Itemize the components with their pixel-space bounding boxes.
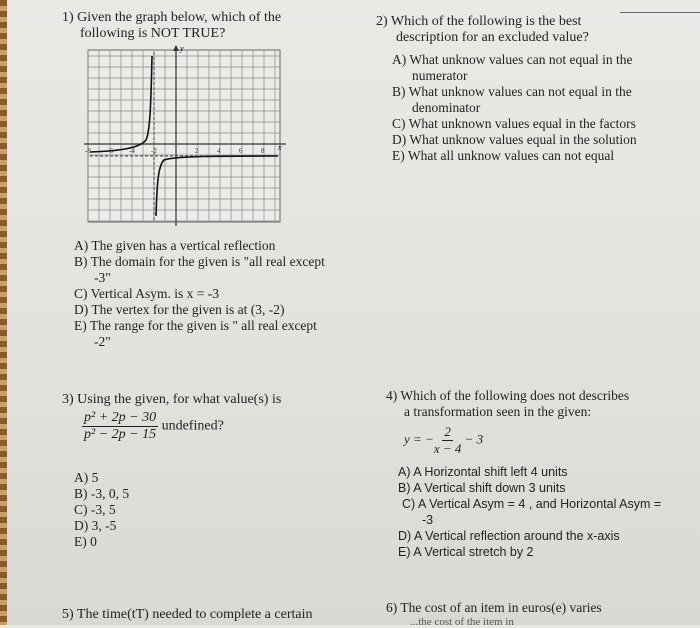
q4-eq-den: x − 4 (433, 441, 462, 456)
binder-edge (0, 0, 7, 625)
q3-fraction (82, 410, 158, 443)
q6-cut-line: ...the cost of the item in (410, 616, 514, 628)
q1-text-line2: following is NOT TRUE? (80, 26, 226, 41)
question-4 (386, 388, 686, 457)
q1-option-c[interactable]: C) Vertical Asym. is x = -3 (74, 286, 219, 301)
q3-option-e[interactable]: E) 0 (74, 534, 97, 549)
q2-text-line2: description for an excluded value? (396, 30, 589, 45)
q3-numerator: p² + 2p − 30 (84, 410, 157, 425)
y-axis-label: y (180, 44, 184, 53)
q1-number: 1) (62, 10, 74, 25)
q3-options (74, 470, 274, 550)
tick-label: 4 (217, 147, 221, 155)
q1-option-d[interactable]: D) The vertex for the given is at (3, -2) (74, 302, 285, 317)
tick-label: -2 (151, 147, 157, 155)
q2-option-a[interactable]: A) What unknow values can not equal in the numerator (392, 52, 633, 83)
x-axis-label: x (278, 143, 282, 152)
q4-text-line2: a transformation seen in the given: (404, 404, 592, 419)
tick-label: 8 (261, 147, 265, 155)
q4-number: 4) (386, 388, 398, 403)
q1-graph (80, 44, 290, 230)
q4-option-e[interactable]: E) A Vertical stretch by 2 (398, 545, 534, 559)
q4-eq-num: 2 (444, 424, 451, 439)
q2-option-e[interactable]: E) What all unknow values can not equal (392, 148, 615, 163)
header-line (620, 0, 700, 13)
q4-option-d[interactable]: D) A Vertical reflection around the x-axis (398, 529, 620, 543)
y-axis-arrow (173, 45, 179, 51)
q3-number: 3) (62, 392, 74, 407)
q3-text: Using the given, for what value(s) is (77, 392, 282, 407)
q1-options (74, 238, 336, 350)
q3-option-a[interactable]: A) 5 (74, 470, 99, 485)
q4-eq-fraction (434, 424, 462, 457)
tick-label: 6 (239, 147, 243, 155)
graph-frame (88, 50, 280, 222)
q4-option-b[interactable]: B) A Vertical shift down 3 units (398, 481, 566, 495)
q1-option-b[interactable]: B) The domain for the given is "all real except -3" (74, 254, 325, 285)
q3-option-d[interactable]: D) 3, -5 (74, 518, 117, 533)
q4-equation (386, 424, 686, 457)
question-1 (62, 10, 332, 42)
question-6 (386, 600, 686, 616)
q2-options (392, 52, 654, 164)
tick-label: -4 (129, 147, 135, 155)
q2-number: 2) (376, 14, 388, 29)
q6-number: 6) (386, 600, 398, 615)
q3-denominator: p² − 2p − 15 (84, 427, 157, 442)
q2-option-b[interactable]: B) What unknow values can not equal in the denominator (392, 84, 632, 115)
q5-number: 5) (62, 607, 74, 622)
tick-label: 2 (195, 147, 199, 155)
q2-option-d[interactable]: D) What unknow values equal in the solution (392, 132, 637, 147)
q3-expression (62, 410, 362, 443)
q4-option-c[interactable]: C) A Vertical Asym = 4 , and Horizontal Asym = -3 (402, 497, 662, 527)
q4-options (398, 464, 668, 560)
q3-option-b[interactable]: B) -3, 0, 5 (74, 486, 130, 501)
q4-eq-rhs: − 3 (464, 431, 484, 447)
q5-text: The time(tT) needed to complete a certain (76, 607, 313, 622)
q1-text-line1: Given the graph below, which of the (77, 10, 282, 25)
tick-label: -6 (107, 147, 113, 155)
q2-text-line1: Which of the following is the best (390, 14, 582, 29)
q4-option-a[interactable]: A) A Horizontal shift left 4 units (398, 465, 568, 479)
tick-label: -8 (85, 147, 91, 155)
q4-text-line1: Which of the following does not describes (400, 388, 630, 403)
q4-eq-lhs: y = − (404, 431, 434, 447)
q2-option-c[interactable]: C) What unknown values equal in the factors (392, 116, 636, 131)
question-2 (376, 14, 676, 46)
question-3 (62, 392, 362, 443)
q3-suffix: undefined? (161, 418, 224, 434)
q1-option-a[interactable]: A) The given has a vertical reflection (74, 238, 276, 253)
q6-text: The cost of an item in euros(e) varies (400, 600, 602, 615)
q1-option-e[interactable]: E) The range for the given is " all real except -2" (74, 318, 317, 349)
question-5 (62, 607, 362, 623)
q3-option-c[interactable]: C) -3, 5 (74, 502, 116, 517)
